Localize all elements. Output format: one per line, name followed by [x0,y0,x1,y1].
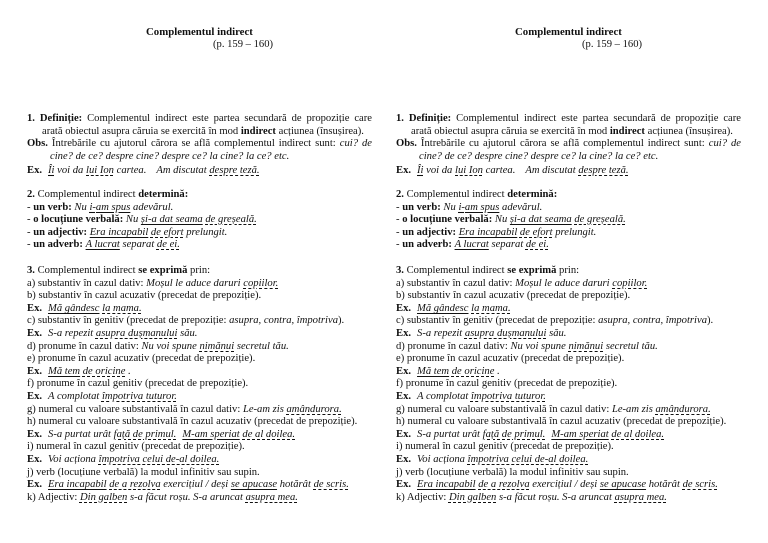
list-item-j [27,467,376,480]
example-j [27,479,376,492]
example-text: Am discutat [525,164,576,176]
indirect-complement: amândurora. [286,403,342,415]
example-i [396,454,745,467]
example-sentence [48,303,142,314]
section-number: 3. [396,265,404,276]
indirect-complement: i- [89,201,96,213]
definition-line-1 [27,113,372,126]
indirect-complement: amândurora. [655,403,711,415]
definition-text: acțiunea (însușirea). [647,125,733,137]
example-text: Moșul le aduce daruri [146,277,241,289]
example-label: Ex. [27,365,43,377]
example-label: Ex. [396,365,412,377]
indirect-complement: nimănui [199,340,235,352]
example-sentence [48,479,349,490]
example-text: adevărul. [502,201,543,213]
indirect-complement: de ei. [525,239,549,251]
example-label: Ex. [27,302,43,314]
item-label: un verb: [402,201,441,213]
indirect-complement: asupra mea. [245,491,298,503]
example-text: prelungit. [186,226,228,238]
regent-word: M-am speriat [551,428,609,440]
example-text: Le-am zis [611,403,653,415]
indirect-complement: de al doilea. [242,428,296,440]
list-item-b [27,290,376,303]
example-text: secretul tău. [605,340,658,352]
bullet: - [396,201,400,213]
page-range: (p. 159 – 160) [213,39,274,50]
list-item-text: a) substantiv în cazul dativ: [27,277,144,289]
preposition-list: asupra, contra, împotriva [598,315,707,327]
example-sentence [126,214,257,225]
example-sentence [86,239,180,250]
example-label: Ex. [396,479,412,491]
determines-item-verb [396,202,745,215]
item-label: un verb: [33,201,72,213]
list-item-b [396,290,745,303]
list-item-text: k) Adjectiv: [27,491,78,503]
example-sentence [495,214,626,225]
determines-item-adverb [396,239,745,252]
bullet: - [396,239,400,251]
indirect-complement: de a rezolva [478,479,530,491]
example-label: Ex. [396,428,412,440]
determines-item-verbal-phrase [27,214,376,227]
regent-word: M-am speriat [182,428,240,440]
bullet: - [396,214,400,226]
indirect-complement: de greșeală. [205,214,257,226]
example-sentence [417,303,511,314]
example-text: Nu [443,201,456,213]
list-item-text: e) pronume în cazul acuzativ (precedat de prepoziție). [27,353,256,365]
example-text: Moșul le aduce daruri [515,277,610,289]
example-text: s-a făcut roșu. S-a aruncat [130,491,243,503]
indirect-complement: la mama. [471,302,511,314]
example-sentence [417,454,588,465]
section-definition [27,113,376,177]
section-expressed [27,265,376,504]
example-sentence [80,492,298,503]
section-definition [396,113,745,177]
example-sentence [48,366,131,377]
definition-line-2 [396,126,745,139]
regent-word: A lucrat [454,239,489,251]
example-text: A complotat [48,390,100,402]
example-label: Ex. [396,302,412,314]
definition-label: 1. Definiție: [396,113,452,124]
definition-text: acțiunea (însușirea). [278,125,364,137]
item-label: un adverb: [33,239,83,251]
example-text: Am discutat [156,164,207,176]
indirect-complement: de scris. [313,479,349,491]
regent-word: Mă gândesc [417,302,469,314]
item-label: un adverb: [402,239,452,251]
list-item-h [396,416,745,429]
example-text: voi da [426,164,453,176]
regent-word: A lucrat [85,239,120,251]
example-sentence [443,202,542,213]
regent-word: Era incapabil [48,479,107,491]
list-item-i [27,441,376,454]
example-sentence [417,391,546,402]
indirect-complement: nimănui [568,340,604,352]
regent-word: se apucase [599,479,647,491]
indirect-complement: împotriva tuturor. [101,390,177,402]
determines-heading [396,189,745,202]
example-f [27,391,376,404]
indirect-complement: Îi [48,164,55,176]
example-h [396,429,745,442]
example-h [27,429,376,442]
list-item-j [396,467,745,480]
example-text: prelungit. [555,226,597,238]
indirect-complement: copiilor. [243,277,279,289]
example-label: Ex. [27,164,43,176]
indirect-complement: de efort [519,226,553,238]
definition-label: 1. Definiție: [27,113,83,124]
determines-item-adjective [396,227,745,240]
example-sentence [612,404,711,415]
list-item-text: i) numeral în cazul genitiv (precedat de prepoziție). [27,441,245,453]
item-label: un adjectiv: [33,226,88,238]
list-item-text: j) verb (locuțiune verbală) la modul infinitiv sau supin. [396,466,629,478]
regent-word: și-a dat seama [509,214,572,226]
heading-keyword: determină: [507,189,558,200]
determines-heading [27,189,376,202]
example-text: secretul tău. [236,340,289,352]
example-label: Ex. [396,327,412,339]
list-item-text: h) numeral cu valoare substantivală în cazul acuzativ (precedat de prepoziție). [27,416,358,428]
list-item-text: b) substantiv în cazul acuzativ (precedat de prepoziție). [27,290,262,302]
list-item-text: i) numeral în cazul genitiv (precedat de prepoziție). [396,441,614,453]
indirect-complement: Din galben [448,491,497,503]
list-item-k [27,492,376,505]
example-sentence [417,479,718,490]
observation-line-2: cine? de ce? despre cine? despre ce? la cine? la ce? etc. [419,150,659,162]
regent-word: Mă gândesc [48,302,100,314]
example-sentence [243,404,342,415]
list-item-f [27,378,376,391]
list-item-text: j) verb (locuțiune verbală) la modul infinitiv sau supin. [27,466,260,478]
example-text: . [497,365,500,377]
example-e [396,366,745,379]
observation-line-2: cine? de ce? despre cine? despre ce? la cine? la ce? etc. [50,150,290,162]
list-item-text: d) pronume în cazul dativ: [396,340,508,352]
indirect-complement: i- [458,201,465,213]
expressed-heading [396,265,745,278]
indirect-complement: de oricine [451,365,495,377]
example-f [396,391,745,404]
list-item-e [27,353,376,366]
list-item-text: b) substantiv în cazul acuzativ (precedat de prepoziție). [396,290,631,302]
heading-keyword: se exprimă [138,265,188,276]
indirect-complement: despre teză. [209,164,260,176]
list-item-text: d) pronume în cazul dativ: [27,340,139,352]
example-text: său. [180,327,198,339]
list-item-i [396,441,745,454]
regent-word: Era incapabil [89,226,149,238]
example-label: Ex. [27,479,43,491]
example-text: Nu [74,201,87,213]
indirect-complement: Din galben [79,491,128,503]
list-item-text: f) pronume în cazul genitiv (precedat de prepoziție). [396,378,618,390]
example-b [27,303,376,316]
bullet: - [27,214,31,226]
regent-word: am spus [464,201,500,213]
page-title: Complementul indirect [146,26,253,38]
question-list: cui? de [339,138,372,150]
list-item-text: g) numeral cu valoare substantivală în cazul dativ: [27,403,241,415]
observation-text: Întrebările cu ajutorul cărora se află complementul indirect sunt: [420,138,705,150]
example-b [396,303,745,316]
example-label: Ex. [27,390,43,402]
bullet: - [27,239,31,251]
indirect-complement: de oricine [82,365,126,377]
example-text: cartea. [485,164,516,176]
list-item-text: e) pronume în cazul acuzativ (precedat de prepoziție). [396,353,625,365]
observation-text: Întrebările cu ajutorul cărora se află complementul indirect sunt: [51,138,336,150]
page-range: (p. 159 – 160) [582,39,643,50]
determines-item-verbal-phrase [396,214,745,227]
indirect-complement: față de primul. [113,428,177,440]
indirect-complement: asupra dușmanului [95,327,178,339]
question-list: cui? de [708,138,741,150]
example-text: Nu [125,214,139,226]
example-label: Ex. [396,164,412,176]
example-sentence [74,202,173,213]
example-sentence [455,239,549,250]
example-j [396,479,745,492]
example-sentence [459,227,597,238]
observation-label: Obs. [396,138,417,150]
list-item-text: k) Adjectiv: [396,491,447,503]
indirect-complement: asupra dușmanului [464,327,547,339]
example-e [27,366,376,379]
example-sentence [90,227,228,238]
section-number: 3. [27,265,35,276]
example-sentence [48,429,295,440]
list-item-text: f) pronume în cazul genitiv (precedat de prepoziție). [27,378,249,390]
list-item-a [396,278,745,291]
observation-line-1 [27,138,372,151]
example-i [27,454,376,467]
indirect-complement: Îi [417,164,424,176]
observation-label: Obs. [27,138,48,150]
example-text: A complotat [417,390,469,402]
regent-word: Era incapabil [417,479,476,491]
example-text: s-a făcut roșu. S-a aruncat [499,491,612,503]
indirect-complement: despre teză. [578,164,629,176]
list-item-a [27,278,376,291]
example-text: Le-am zis [242,403,284,415]
determines-item-verb [27,202,376,215]
indirect-complement: asupra mea. [614,491,667,503]
list-item-d [27,341,376,354]
bullet: - [396,226,400,238]
determines-item-adjective [27,227,376,240]
example-sentence [48,391,177,402]
list-item-text: a) substantiv în cazul dativ: [396,277,513,289]
example-label: Ex. [396,453,412,465]
heading-keyword: determină: [138,189,189,200]
indirect-complement: copiilor. [612,277,648,289]
item-label: o locuțiune verbală: [402,214,493,226]
definition-line-1 [396,113,741,126]
definition-keyword: indirect [609,125,645,137]
example-sentence [48,328,197,339]
item-label: o locuțiune verbală: [33,214,124,226]
example-text: S-a repezit [417,327,463,339]
example-label: Ex. [27,327,43,339]
regent-word: am spus [95,201,131,213]
heading-text: Complementul indirect [406,189,505,200]
list-item-g [27,404,376,417]
example-sentence [417,429,664,440]
list-item-text: c) substantiv în genitiv (precedat de prepoziție: [396,315,596,327]
indirect-complement: împotriva celui de-al doilea. [98,453,220,465]
list-item-c [396,315,745,328]
regent-word: Mă tem [48,365,81,377]
list-item-text: c) substantiv în genitiv (precedat de prepoziție: [27,315,227,327]
section-number: 2. [396,189,404,200]
heading-text: Complementul indirect [406,265,505,276]
example-text: . [128,365,131,377]
list-item-text: h) numeral cu valoare substantivală în cazul acuzativ (precedat de prepoziție). [396,416,727,428]
example-text: adevărul. [133,201,174,213]
example-c [27,328,376,341]
definition-example [27,165,376,178]
example-text: său. [549,327,567,339]
expressed-heading [27,265,376,278]
example-text: cartea. [116,164,147,176]
example-text: S-a purtat urât [48,428,111,440]
definition-example [396,165,745,178]
example-sentence [449,492,667,503]
list-item-k [396,492,745,505]
page-title: Complementul indirect [515,26,622,38]
regent-word: Era incapabil [458,226,518,238]
determines-item-adverb [27,239,376,252]
definition-text: arată obiectul asupra căruia se exercită în mod [42,125,239,137]
example-text: hotărât [648,479,680,491]
example-c [396,328,745,341]
list-item-f [396,378,745,391]
list-item-text: ). [338,315,345,327]
indirect-complement: de ei. [156,239,180,251]
example-text: separat [491,239,524,251]
example-text: separat [122,239,155,251]
regent-word: se apucase [230,479,278,491]
example-label: Ex. [396,390,412,402]
example-text: Voi acționa [48,453,96,465]
example-text: exercițiul / deși [532,479,598,491]
example-sentence [515,278,647,289]
example-text: Voi acționa [417,453,465,465]
list-item-h [27,416,376,429]
example-sentence [510,341,657,352]
indirect-complement: de scris. [682,479,718,491]
example-text: S-a purtat urât [417,428,480,440]
example-sentence [141,341,288,352]
list-item-text: g) numeral cu valoare substantivală în cazul dativ: [396,403,610,415]
heading-text: prin: [190,265,211,276]
list-item-g [396,404,745,417]
definition-text: Complementul indirect este partea secundară de propoziție care [456,113,741,124]
indirect-complement: față de primul. [482,428,546,440]
example-sentence [48,454,219,465]
section-determines [27,189,376,252]
section-number: 2. [27,189,35,200]
bullet: - [27,201,31,213]
heading-text: prin: [559,265,580,276]
indirect-complement: împotriva celui de-al doilea. [467,453,589,465]
indirect-complement: de greșeală. [574,214,626,226]
indirect-complement: lui Ion [86,164,114,176]
indirect-complement: împotriva tuturor. [470,390,546,402]
definition-text: Complementul indirect este partea secundară de propoziție care [87,113,372,124]
example-text: Nu voi spune [510,340,566,352]
example-sentence [417,328,566,339]
example-text: Nu voi spune [141,340,197,352]
heading-text: Complementul indirect [37,265,136,276]
regent-word: Mă tem [417,365,450,377]
definition-text: arată obiectul asupra căruia se exercită în mod [411,125,608,137]
heading-keyword: se exprimă [507,265,557,276]
example-text: S-a repezit [48,327,94,339]
indirect-complement: de al doilea. [611,428,665,440]
list-item-c [27,315,376,328]
indirect-complement: la mama. [102,302,142,314]
observation-line-1 [396,138,741,151]
example-sentence [417,165,629,176]
left-column [27,0,376,543]
bullet: - [27,226,31,238]
example-label: Ex. [27,428,43,440]
indirect-complement: lui Ion [455,164,483,176]
example-text: exercițiul / deși [163,479,229,491]
right-column [396,0,745,543]
indirect-complement: de a rezolva [109,479,161,491]
list-item-text: ). [707,315,714,327]
heading-text: Complementul indirect [37,189,136,200]
item-label: un adjectiv: [402,226,457,238]
example-label: Ex. [27,453,43,465]
regent-word: și-a dat seama [140,214,203,226]
definition-keyword: indirect [240,125,276,137]
example-text: hotărât [279,479,311,491]
definition-line-2 [27,126,376,139]
list-item-d [396,341,745,354]
example-text: voi da [57,164,84,176]
section-expressed [396,265,745,504]
example-sentence [48,165,260,176]
example-text: Nu [494,214,508,226]
list-item-e [396,353,745,366]
section-determines [396,189,745,252]
preposition-list: asupra, contra, împotriva [229,315,338,327]
example-sentence [417,366,500,377]
example-sentence [146,278,278,289]
indirect-complement: de efort [150,226,184,238]
